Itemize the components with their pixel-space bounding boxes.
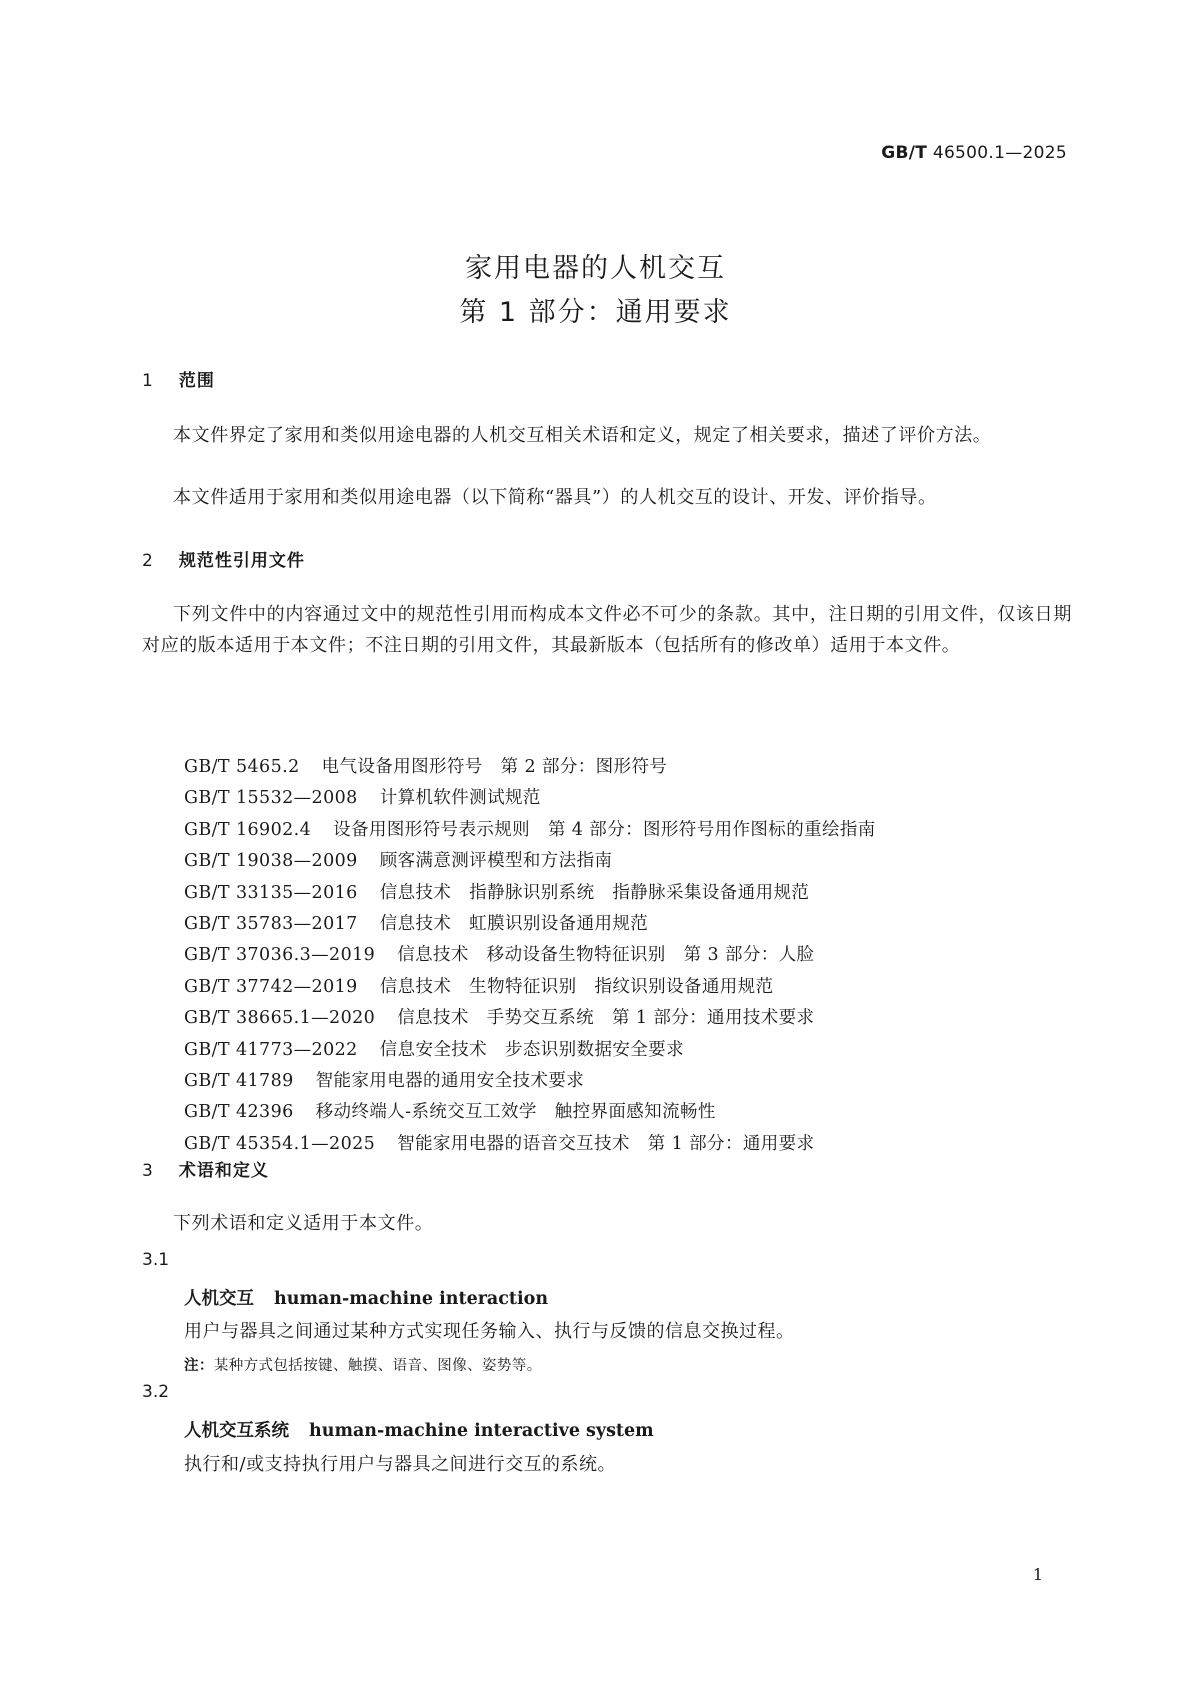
standard-code bbox=[881, 143, 1067, 163]
reference-code: GB/T 15532—2008 bbox=[184, 788, 358, 809]
scope-paragraph-2: 本文件适用于家用和类似用途电器（以下简称“器具”）的人机交互的设计、开发、评价指导。 bbox=[173, 487, 937, 508]
reference-item bbox=[184, 846, 876, 877]
reference-title: 信息技术 生物特征识别 指纹识别设备通用规范 bbox=[379, 976, 774, 997]
term-definition: 用户与器具之间通过某种方式实现任务输入、执行与反馈的信息交换过程。 bbox=[184, 1321, 795, 1342]
term-chinese: 人机交互系统 bbox=[184, 1421, 289, 1441]
reference-title: 智能家用电器的语音交互技术 第 1 部分：通用要求 bbox=[397, 1133, 815, 1154]
reference-code: GB/T 5465.2 bbox=[184, 757, 300, 777]
section-1-heading bbox=[142, 366, 215, 391]
reference-code: GB/T 37036.3—2019 bbox=[184, 945, 376, 966]
scope-paragraph-1: 本文件界定了家用和类似用途电器的人机交互相关术语和定义，规定了相关要求，描述了评价方法。 bbox=[173, 425, 992, 446]
page-number: 1 bbox=[1032, 1565, 1043, 1584]
reference-code: GB/T 35783—2017 bbox=[184, 914, 358, 935]
document-title-line1: 家用电器的人机交互 bbox=[465, 253, 726, 284]
term-english: human-machine interactive system bbox=[309, 1421, 654, 1441]
standard-number: 46500.1—2025 bbox=[932, 143, 1067, 163]
reference-item bbox=[184, 1097, 876, 1128]
section-title: 术语和定义 bbox=[178, 1161, 269, 1181]
reference-code: GB/T 41773—2022 bbox=[184, 1039, 358, 1060]
normative-references-intro: 下列文件中的内容通过文中的规范性引用而构成本文件必不可少的条款。其中，注日期的引用文件，仅该日期对应的版本适用于本文件；不注日期的引用文件，其最新版本（包括所有的修改单）适用于本文件。 bbox=[142, 604, 1072, 656]
reference-title: 顾客满意测评模型和方法指南 bbox=[379, 851, 613, 872]
reference-item bbox=[184, 1035, 876, 1066]
document-title-line2: 第 1 部分：通用要求 bbox=[459, 297, 732, 328]
term-chinese: 人机交互 bbox=[184, 1289, 254, 1309]
reference-code: GB/T 37742—2019 bbox=[184, 976, 358, 997]
section-number: 2 bbox=[142, 551, 154, 571]
note-text: 某种方式包括按键、触摸、语音、图像、姿势等。 bbox=[213, 1358, 542, 1374]
section-2-heading bbox=[142, 546, 305, 571]
reference-code: GB/T 42396 bbox=[184, 1102, 294, 1123]
reference-item bbox=[184, 783, 876, 814]
reference-title: 信息技术 虹膜识别设备通用规范 bbox=[379, 914, 649, 935]
standard-prefix: GB/T bbox=[881, 143, 928, 163]
reference-code: GB/T 33135—2016 bbox=[184, 882, 358, 903]
reference-item bbox=[184, 878, 876, 909]
term-definition: 执行和/或支持执行用户与器具之间进行交互的系统。 bbox=[184, 1454, 617, 1475]
reference-item bbox=[184, 1066, 876, 1097]
reference-title: 移动终端人-系统交互工效学 触控界面感知流畅性 bbox=[315, 1102, 716, 1123]
reference-title: 信息技术 移动设备生物特征识别 第 3 部分：人脸 bbox=[397, 945, 815, 966]
reference-code: GB/T 41789 bbox=[184, 1071, 294, 1092]
reference-title: 智能家用电器的通用安全技术要求 bbox=[315, 1071, 585, 1092]
term-number: 3.1 bbox=[142, 1250, 170, 1270]
reference-title: 电气设备用图形符号 第 2 部分：图形符号 bbox=[321, 757, 668, 777]
terms-intro: 下列术语和定义适用于本文件。 bbox=[173, 1213, 434, 1234]
normative-reference-list bbox=[184, 752, 876, 1160]
reference-code: GB/T 38665.1—2020 bbox=[184, 1008, 376, 1029]
reference-item bbox=[184, 1129, 876, 1160]
section-title: 规范性引用文件 bbox=[178, 551, 305, 571]
section-title: 范围 bbox=[178, 371, 215, 391]
reference-item bbox=[184, 752, 876, 783]
reference-item bbox=[184, 815, 876, 846]
term-entry bbox=[184, 1417, 654, 1442]
reference-title: 信息安全技术 步态识别数据安全要求 bbox=[379, 1039, 684, 1060]
reference-title: 信息技术 手势交互系统 第 1 部分：通用技术要求 bbox=[397, 1008, 815, 1029]
reference-item bbox=[184, 1003, 876, 1034]
reference-item bbox=[184, 972, 876, 1003]
reference-item bbox=[184, 909, 876, 940]
section-number: 3 bbox=[142, 1161, 154, 1181]
reference-item bbox=[184, 940, 876, 971]
term-note bbox=[184, 1354, 542, 1375]
term-entry bbox=[184, 1285, 548, 1310]
section-number: 1 bbox=[142, 371, 154, 391]
reference-title: 设备用图形符号表示规则 第 4 部分：图形符号用作图标的重绘指南 bbox=[333, 819, 876, 840]
reference-title: 计算机软件测试规范 bbox=[379, 788, 541, 809]
reference-code: GB/T 45354.1—2025 bbox=[184, 1133, 376, 1154]
term-number: 3.2 bbox=[142, 1382, 170, 1402]
note-label: 注： bbox=[184, 1358, 214, 1374]
reference-code: GB/T 16902.4 bbox=[184, 819, 312, 840]
reference-title: 信息技术 指静脉识别系统 指静脉采集设备通用规范 bbox=[379, 882, 810, 903]
reference-code: GB/T 19038—2009 bbox=[184, 851, 358, 872]
section-3-heading bbox=[142, 1156, 269, 1181]
term-english: human-machine interaction bbox=[274, 1289, 549, 1309]
